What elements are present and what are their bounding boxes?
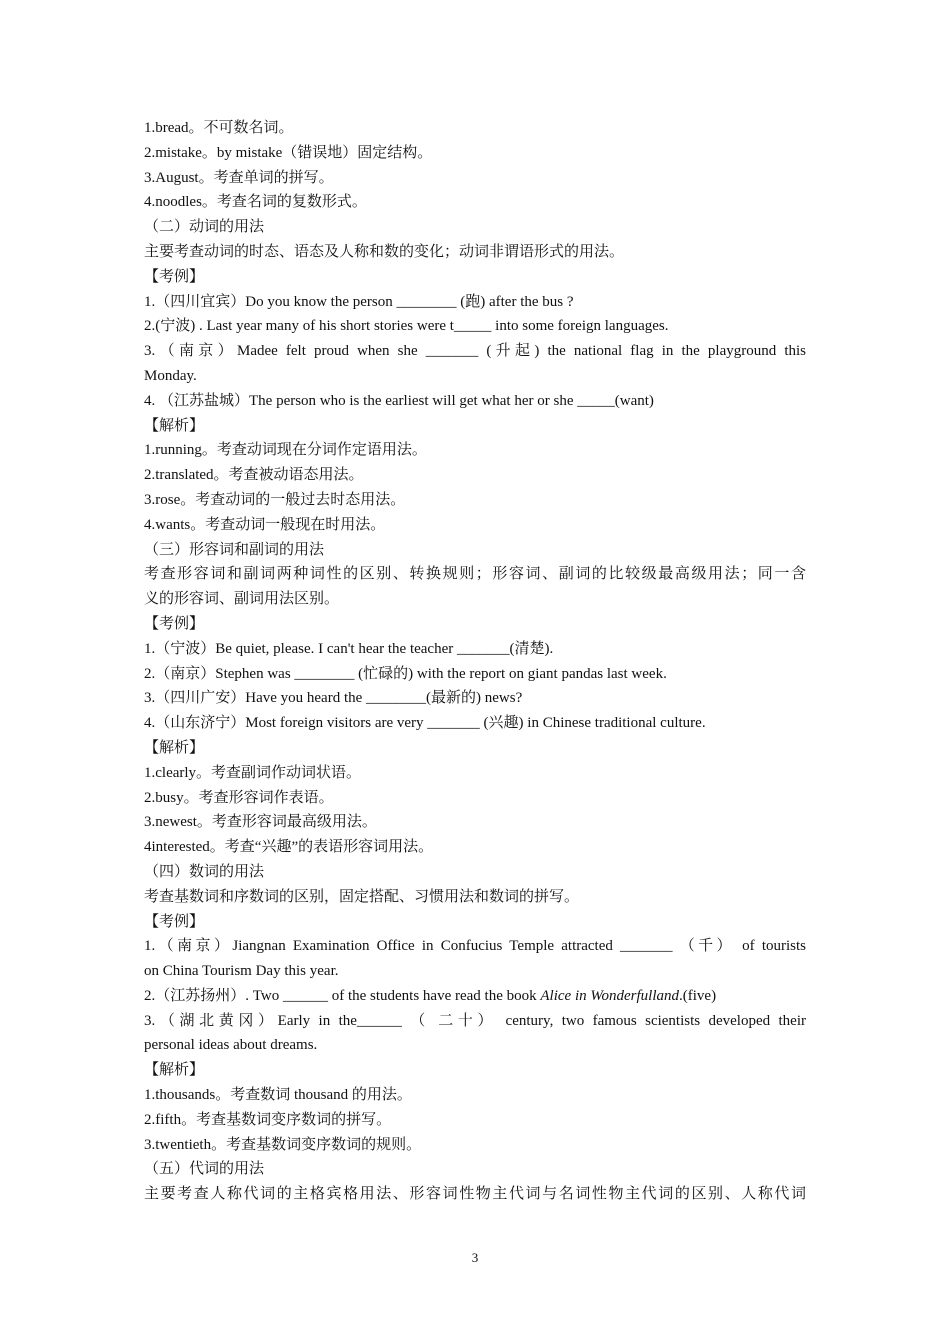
book-title: Alice in Wonderfulland xyxy=(540,987,679,1004)
answer-line: 2.mistake。by mistake（错误地）固定结构。 xyxy=(144,144,433,161)
answer-line: 2.fifth。考查基数词变序数词的拼写。 xyxy=(144,1111,392,1128)
answer-line: 2.translated。考查被动语态用法。 xyxy=(144,467,364,484)
page-body xyxy=(144,116,806,1207)
example-line: on China Tourism Day this year. xyxy=(144,963,339,980)
example-line: 3.（南京）Madee felt proud when she _______ (升起) the national flag in the playground this xyxy=(144,343,806,360)
example-line: 2.(宁波) . Last year many of his short stories were t_____ into some foreign languages. xyxy=(144,318,669,335)
example-suffix: .(five) xyxy=(679,987,717,1004)
section-description: 主要考查动词的时态、语态及人称和数的变化；动词非谓语形式的用法。 xyxy=(144,243,625,260)
example-line: personal ideas about dreams. xyxy=(144,1037,318,1054)
analysis-heading: 【解析】 xyxy=(144,739,205,756)
example-line: 4.（山东济宁）Most foreign visitors are very _______ (兴趣) in Chinese traditional culture. xyxy=(144,715,706,732)
example-line: 1.（宁波）Be quiet, please. I can't hear the teacher _______(清楚). xyxy=(144,640,554,657)
answer-line: 1.running。考查动词现在分词作定语用法。 xyxy=(144,442,427,459)
example-line: 1.（四川宜宾）Do you know the person ________ (跑) after the bus ? xyxy=(144,293,574,310)
section-heading-adjectives: （三）形容词和副词的用法 xyxy=(144,541,325,558)
section-description: 考查基数词和序数词的区别，固定搭配、习惯用法和数词的拼写。 xyxy=(144,888,580,905)
answer-line: 3.rose。考查动词的一般过去时态用法。 xyxy=(144,491,406,508)
example-text: 2.（江苏扬州）. Two ______ of the students have read the book xyxy=(144,987,541,1004)
answer-line: 4.noodles。考查名词的复数形式。 xyxy=(144,194,367,211)
examples-heading: 【考例】 xyxy=(144,268,205,285)
section-heading-verbs: （二）动词的用法 xyxy=(144,219,265,236)
section-heading-pronouns: （五）代词的用法 xyxy=(144,1161,265,1178)
section-description: 考查形容词和副词两种词性的区别、转换规则；形容词、副词的比较级最高级用法；同一含 xyxy=(144,566,806,583)
example-line: 3.（湖北黄冈）Early in the______ （ 二十） century, two famous scientists developed their xyxy=(144,1012,806,1029)
answer-line: 4interested。考查“兴趣”的表语形容词用法。 xyxy=(144,839,434,856)
answer-line: 1.bread。不可数名词。 xyxy=(144,120,294,136)
example-line: 4. （江苏盐城）The person who is the earliest will get what her or she _____(want) xyxy=(144,392,654,409)
answer-line: 3.twentieth。考查基数词变序数词的规则。 xyxy=(144,1136,422,1153)
answer-line: 1.clearly。考查副词作动词状语。 xyxy=(144,764,362,781)
examples-heading: 【考例】 xyxy=(144,615,205,632)
example-line: 3.（四川广安）Have you heard the ________(最新的) news? xyxy=(144,690,523,707)
answer-line: 1.thousands。考查数词 thousand 的用法。 xyxy=(144,1087,412,1104)
section-description: 义的形容词、副词用法区别。 xyxy=(144,591,340,608)
section-heading-numerals: （四）数词的用法 xyxy=(144,863,265,880)
answer-line: 3.August。考查单词的拼写。 xyxy=(144,169,334,186)
analysis-heading: 【解析】 xyxy=(144,1062,205,1079)
examples-heading: 【考例】 xyxy=(144,913,205,930)
answer-line: 2.busy。考查形容词作表语。 xyxy=(144,789,334,806)
example-line xyxy=(144,984,806,1009)
analysis-heading: 【解析】 xyxy=(144,417,205,434)
example-line: Monday. xyxy=(144,367,197,384)
answer-line: 3.newest。考查形容词最高级用法。 xyxy=(144,814,377,831)
example-line: 2.（南京）Stephen was ________ (忙碌的) with the report on giant pandas last week. xyxy=(144,665,667,682)
answer-line: 4.wants。考查动词一般现在时用法。 xyxy=(144,516,386,533)
page-number: 3 xyxy=(471,1250,479,1265)
example-line: 1.（南京）Jiangnan Examination Office in Confucius Temple attracted _______ （千） of tourists xyxy=(144,938,806,955)
section-description: 主要考查人称代词的主格宾格用法、形容词性物主代词与名词性物主代词的区别、人称代词 xyxy=(144,1186,806,1203)
